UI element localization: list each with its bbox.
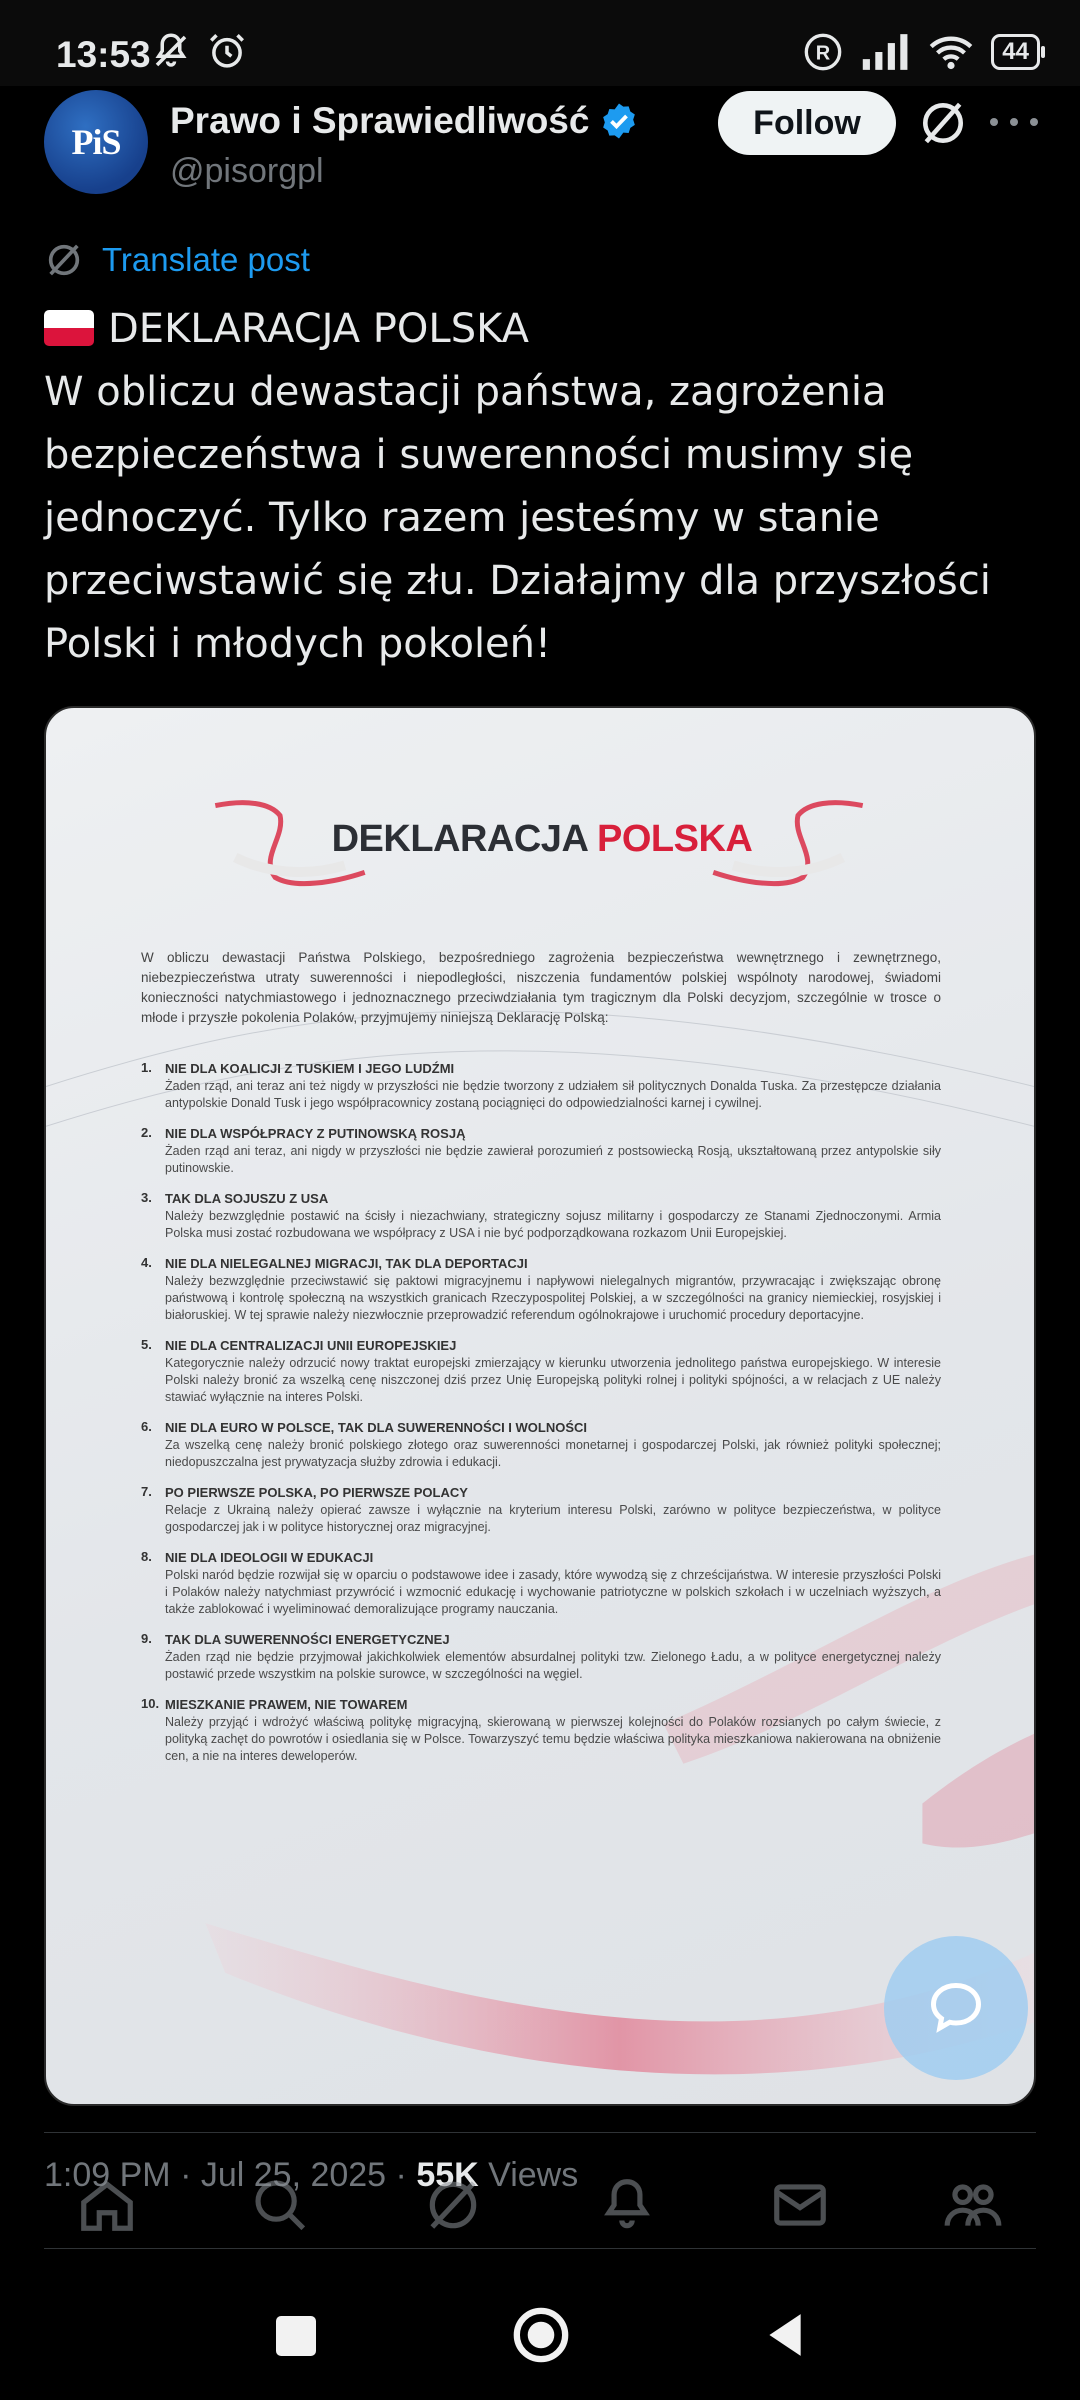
declaration-item-heading: PO PIERWSZE POLSKA, PO PIERWSZE POLACY	[165, 1485, 468, 1500]
home-button[interactable]	[512, 2306, 570, 2369]
declaration-item-heading: NIE DLA CENTRALIZACJI UNII EUROPEJSKIEJ	[165, 1338, 457, 1353]
declaration-item-body: Polski naród będzie rozwijał się w oparciu o podstawowe idee i zasady, które wywodzą się z chrześcijaństwa. W interesie przyszłości Polski i Polaków należy natychmiast przywrócić i wzmocnić edukację i wychowanie patriotyczne w polskich szkołach i w uczelniach wyższych, a także zablokować i wyeliminować demoralizujące programy nauczania.	[165, 1568, 941, 1616]
declaration-item-number: 3.	[141, 1190, 152, 1205]
battery-indicator: 44	[991, 34, 1040, 70]
declaration-item	[141, 1125, 941, 1177]
alarm-icon	[206, 30, 248, 72]
divider	[44, 2248, 1036, 2249]
divider	[44, 2132, 1036, 2133]
declaration-item-heading: NIE DLA NIELEGALNEJ MIGRACJI, TAK DLA DEPORTACJI	[165, 1256, 528, 1271]
declaration-item	[141, 1255, 941, 1324]
declaration-item-body: Żaden rząd, ani teraz ani też nigdy w przyszłości nie będzie tworzony z udziałem sił politycznych Donalda Tuska. Za przestępcze działania antypolskie Donald Tusk i jego współpracownicy zostaną pociągnięci do odpowiedzialności karnej i cywilnej.	[165, 1079, 941, 1110]
declaration-item-number: 2.	[141, 1125, 152, 1140]
back-triangle-icon	[762, 2310, 806, 2360]
post-title: DEKLARACJA POLSKA	[108, 306, 529, 352]
grok-icon[interactable]	[918, 98, 968, 148]
status-icons-left	[150, 30, 248, 72]
post-header	[0, 86, 1080, 226]
declaration-item-body: Za wszelką cenę należy bronić polskiego złotego oraz suwerenności monetarnej i gospodarczej Polski, jak również polityki społecznej; niedopuszczalna jest prywatyzacja służby zdrowia i edukacji.	[165, 1438, 941, 1469]
declaration-item	[141, 1484, 941, 1536]
declaration-item-heading: NIE DLA EURO W POLSCE, TAK DLA SUWERENNOŚCI I WOLNOŚCI	[165, 1420, 588, 1435]
document-title-part2: POLSKA	[597, 818, 753, 860]
declaration-item-heading: TAK DLA SUWERENNOŚCI ENERGETYCZNEJ	[165, 1632, 450, 1647]
status-time: 13:53	[56, 34, 151, 75]
post-text	[44, 298, 1044, 676]
declaration-item	[141, 1190, 941, 1242]
document-title-part1: DEKLARACJA	[331, 818, 598, 860]
recents-button[interactable]	[276, 2316, 316, 2356]
views-count: 55K	[416, 2156, 479, 2194]
declaration-item	[141, 1419, 941, 1471]
post-title-line	[44, 298, 1044, 361]
declaration-item	[141, 1696, 941, 1765]
compose-fab[interactable]	[884, 1936, 1028, 2080]
declaration-item	[141, 1060, 941, 1112]
signal-icon	[861, 34, 911, 70]
follow-button[interactable]: Follow	[718, 91, 896, 155]
declaration-item-number: 1.	[141, 1060, 152, 1075]
svg-text:R: R	[816, 42, 831, 65]
translate-post[interactable]	[44, 240, 310, 280]
declaration-item-number: 6.	[141, 1419, 152, 1434]
author-display-name[interactable]: Prawo i Sprawiedliwość	[170, 100, 590, 141]
system-navigation-bar	[0, 2270, 1080, 2400]
notifications-icon[interactable]	[596, 2174, 658, 2236]
declaration-item-body: Kategorycznie należy odrzucić nowy traktat europejski zmierzający w kierunku utworzenia jednolitego państwa europejskiego. W interesie Polski należy bronić za wszelką cenę niszczonej dziś przez Unię Europejską polityki rolnej i polityki spójności, a w relacjach z UE należy stawiać wyłącznie na interes Polski.	[165, 1356, 941, 1404]
declaration-item-body: Relacje z Ukrainą należy opierać zawsze i wyłącznie na kryterium interesu Polski, zarówno w polityce bezpieczeństwa, w polityce gospodarczej jak i w polityce historycznej oraz migracyjnej.	[165, 1503, 941, 1534]
avatar[interactable]	[44, 90, 148, 194]
declaration-item-body: Żaden rząd nie będzie przyjmował jakichkolwiek elementów absurdalnej polityki tzw. Zielonego Ładu, a w polityce energetycznej należy postawić przede wszystkim na polskie surowce, w szczególności na węgiel.	[165, 1650, 941, 1681]
messages-icon[interactable]	[769, 2174, 831, 2236]
home-icon[interactable]	[76, 2174, 138, 2236]
wifi-icon	[929, 34, 973, 70]
back-button[interactable]	[762, 2310, 806, 2365]
declaration-item-body: Należy przyjąć i wdrożyć właściwą politykę migracyjną, skierowaną w pierwszej kolejności do Polaków rozsianych po całym świecie, z polityką zachęt do powrotów i osiedlania się w Polsce. Towarzyszyć temu będzie właściwa polityka mieszkaniowa nakierowana na obniżenie cen, a nie na interes deweloperów.	[165, 1715, 941, 1763]
verified-badge-icon	[599, 101, 639, 141]
declaration-item-heading: MIESZKANIE PRAWEM, NIE TOWAREM	[165, 1697, 408, 1712]
poland-flag-icon	[44, 310, 94, 346]
status-icons-right	[803, 32, 1040, 72]
declaration-item-body: Żaden rząd ani teraz, ani nigdy w przyszłości nie będzie zawierał porozumień z postsowiecką Rosją, ukształtowaną przez antypolskie siły putinowskie.	[165, 1144, 941, 1175]
declaration-item-heading: TAK DLA SOJUSZU Z USA	[165, 1191, 329, 1206]
declaration-item	[141, 1549, 941, 1618]
declaration-item-number: 8.	[141, 1549, 152, 1564]
declaration-item-body: Należy bezwzględnie postawić na ścisły i niezachwiany, strategiczny sojusz militarny i gospodarczy ze Stanami Zjednoczonymi. Armia Polska musi zostać rozbudowana we współpracy z USA i nie być podporządkowana rozkazom Unii Europejskiej.	[165, 1209, 941, 1240]
post-body: W obliczu dewastacji państwa, zagrożenia bezpieczeństwa i suwerenności musimy się jednoczyć. Tylko razem jesteśmy w stanie przeciwstawić się złu. Działajmy dla przyszłości Polski i młodych pokoleń!	[44, 369, 991, 667]
reply-bubble-icon	[926, 1978, 986, 2038]
communities-icon[interactable]	[942, 2174, 1004, 2236]
status-bar	[0, 0, 1080, 86]
post-timestamp: 1:09 PM · Jul 25, 2025 ·	[44, 2156, 417, 2194]
bottom-tab-bar	[0, 2150, 1080, 2260]
document-title	[46, 818, 1036, 861]
mute-icon	[150, 30, 192, 72]
declaration-item-number: 7.	[141, 1484, 152, 1499]
declaration-item-number: 10.	[141, 1696, 160, 1711]
more-options-icon[interactable]	[990, 102, 1038, 142]
grok-translate-icon	[44, 240, 84, 280]
declaration-item-heading: NIE DLA KOALICJI Z TUSKIEM I JEGO LUDŹMI	[165, 1061, 455, 1076]
search-icon[interactable]	[249, 2174, 311, 2236]
declaration-item-number: 4.	[141, 1255, 152, 1270]
home-circle-icon	[512, 2306, 570, 2364]
author-name-row[interactable]	[170, 100, 639, 142]
declaration-item-number: 9.	[141, 1631, 152, 1646]
document-intro: W obliczu dewastacji Państwa Polskiego, bezpośredniego zagrożenia bezpieczeństwa wewnętrznego i zewnętrznego, niebezpieczeństwa utraty suwerenności i niepodległości, niszczenia fundamentów polskiej wspólnoty narodowej, świadomi konieczności natychmiastowego i jednoznacznego przeciwdziałania tym tragicznym dla Polski decyzjom, szczególnie w trosce o młode i przyszłe pokolenia Polaków, przyjmujemy niniejszą Deklarację Polską:	[141, 950, 941, 1025]
declaration-item-heading: NIE DLA WSPÓŁPRACY Z PUTINOWSKĄ ROSJĄ	[165, 1126, 466, 1141]
document-list	[141, 1060, 941, 1778]
avatar-logo-text: PiS	[71, 122, 121, 162]
grok-icon[interactable]	[422, 2174, 484, 2236]
translate-post-link[interactable]: Translate post	[102, 241, 310, 278]
author-handle[interactable]: @pisorgpl	[170, 152, 324, 190]
registered-icon	[803, 32, 843, 72]
post-image-declaration[interactable]	[44, 706, 1036, 2106]
declaration-item	[141, 1337, 941, 1406]
declaration-item-number: 5.	[141, 1337, 152, 1352]
declaration-item-heading: NIE DLA IDEOLOGII W EDUKACJI	[165, 1550, 374, 1565]
views-label: Views	[478, 2156, 579, 2194]
declaration-item	[141, 1631, 941, 1683]
declaration-item-body: Należy bezwzględnie przeciwstawić się paktowi migracyjnemu i napływowi nielegalnych migrantów, przywracając i zwiększając obronę państwową i kontrolę społeczną na wszystkich granicach Rzeczypospolitej Polskiej, a w szczególności na granicy niemieckiej, rosyjskiej i białoruskiej. W tej sprawie należy niezwłocznie przeprowadzić referendum ogólnokrajowe i uruchomić procedury deportacyjne.	[165, 1274, 941, 1322]
